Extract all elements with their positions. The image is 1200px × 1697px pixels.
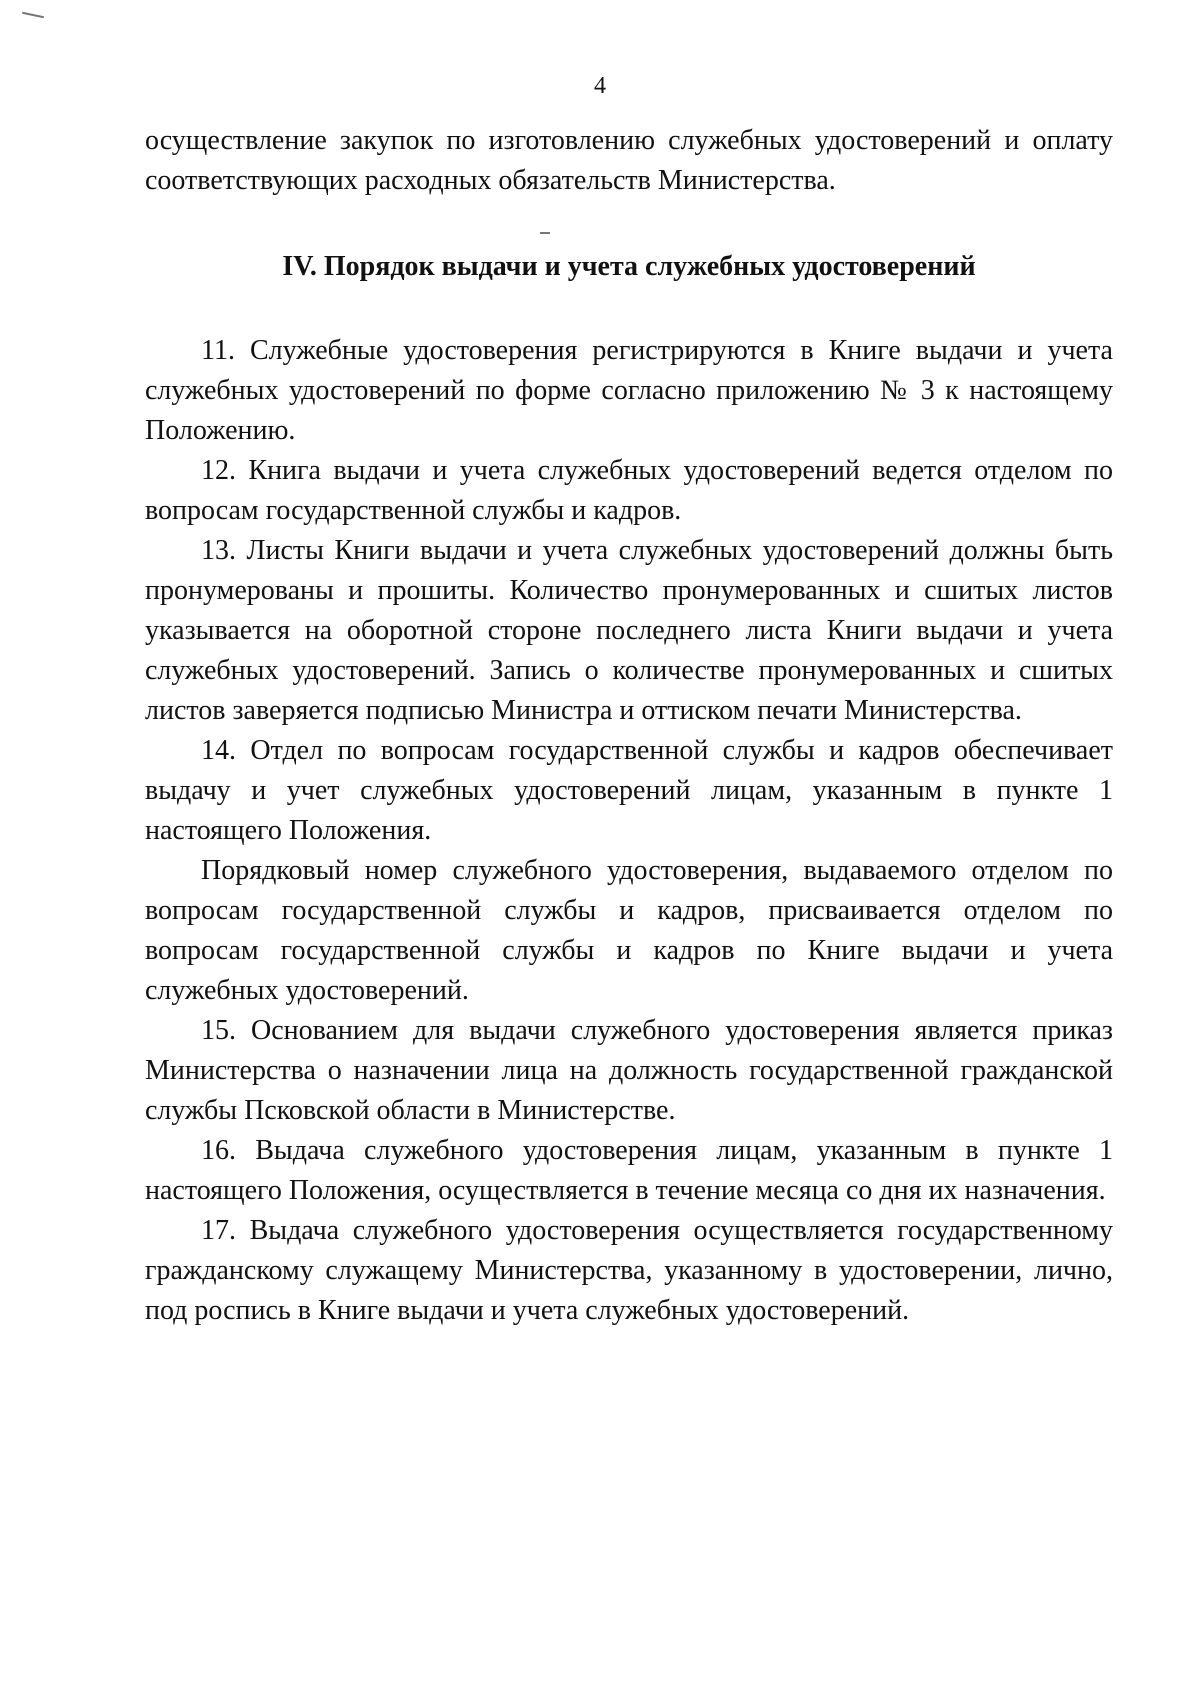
- section-heading: IV. Порядок выдачи и учета служебных удостоверений: [282, 251, 976, 282]
- paragraph-17: 17. Выдача служебного удостоверения осуществляется государственному гражданскому служащему Министерства, указанному в удостоверении, лично, под роспись в Книге выдачи и учета служебных удостоверений.: [145, 1215, 1113, 1326]
- scan-mark: [22, 12, 44, 19]
- paragraph-13: 13. Листы Книги выдачи и учета служебных удостоверений должны быть пронумерованы и прошиты. Количество пронумерованных и сшитых листов указывается на оборотной стороне последнего листа Книги выдачи и учета служебных удостоверений. Запись о количестве пронумерованных и сшитых листов заверяется подписью Министра и оттиском печати Министерства.: [145, 535, 1113, 726]
- intro-paragraph: осуществление закупок по изготовлению служебных удостоверений и оплату соответствующих расходных обязательств Министерства.: [145, 125, 1113, 196]
- document-body: [145, 121, 1113, 1331]
- paragraph-11: 11. Служебные удостоверения регистрируются в Книге выдачи и учета служебных удостоверений по форме согласно приложению № 3 к настоящему Положению.: [145, 335, 1113, 446]
- page-number: 4: [594, 73, 606, 99]
- paragraph-12: 12. Книга выдачи и учета служебных удостоверений ведется отделом по вопросам государственной службы и кадров.: [145, 455, 1113, 526]
- paragraph-15: 15. Основанием для выдачи служебного удостоверения является приказ Министерства о назначении лица на должность государственной гражданской службы Псковской области в Министерстве.: [145, 1015, 1113, 1126]
- paragraph-16: 16. Выдача служебного удостоверения лицам, указанным в пункте 1 настоящего Положения, осуществляется в течение месяца со дня их назначения.: [145, 1135, 1113, 1206]
- paragraph-14: 14. Отдел по вопросам государственной службы и кадров обеспечивает выдачу и учет служебных удостоверений лицам, указанным в пункте 1 настоящего Положения.: [145, 735, 1113, 846]
- paragraph-14-continued: Порядковый номер служебного удостоверения, выдаваемого отделом по вопросам государственной службы и кадров, присваивается отделом по вопросам государственной службы и кадров по Книге выдачи и учета служебных удостоверений.: [145, 855, 1113, 1006]
